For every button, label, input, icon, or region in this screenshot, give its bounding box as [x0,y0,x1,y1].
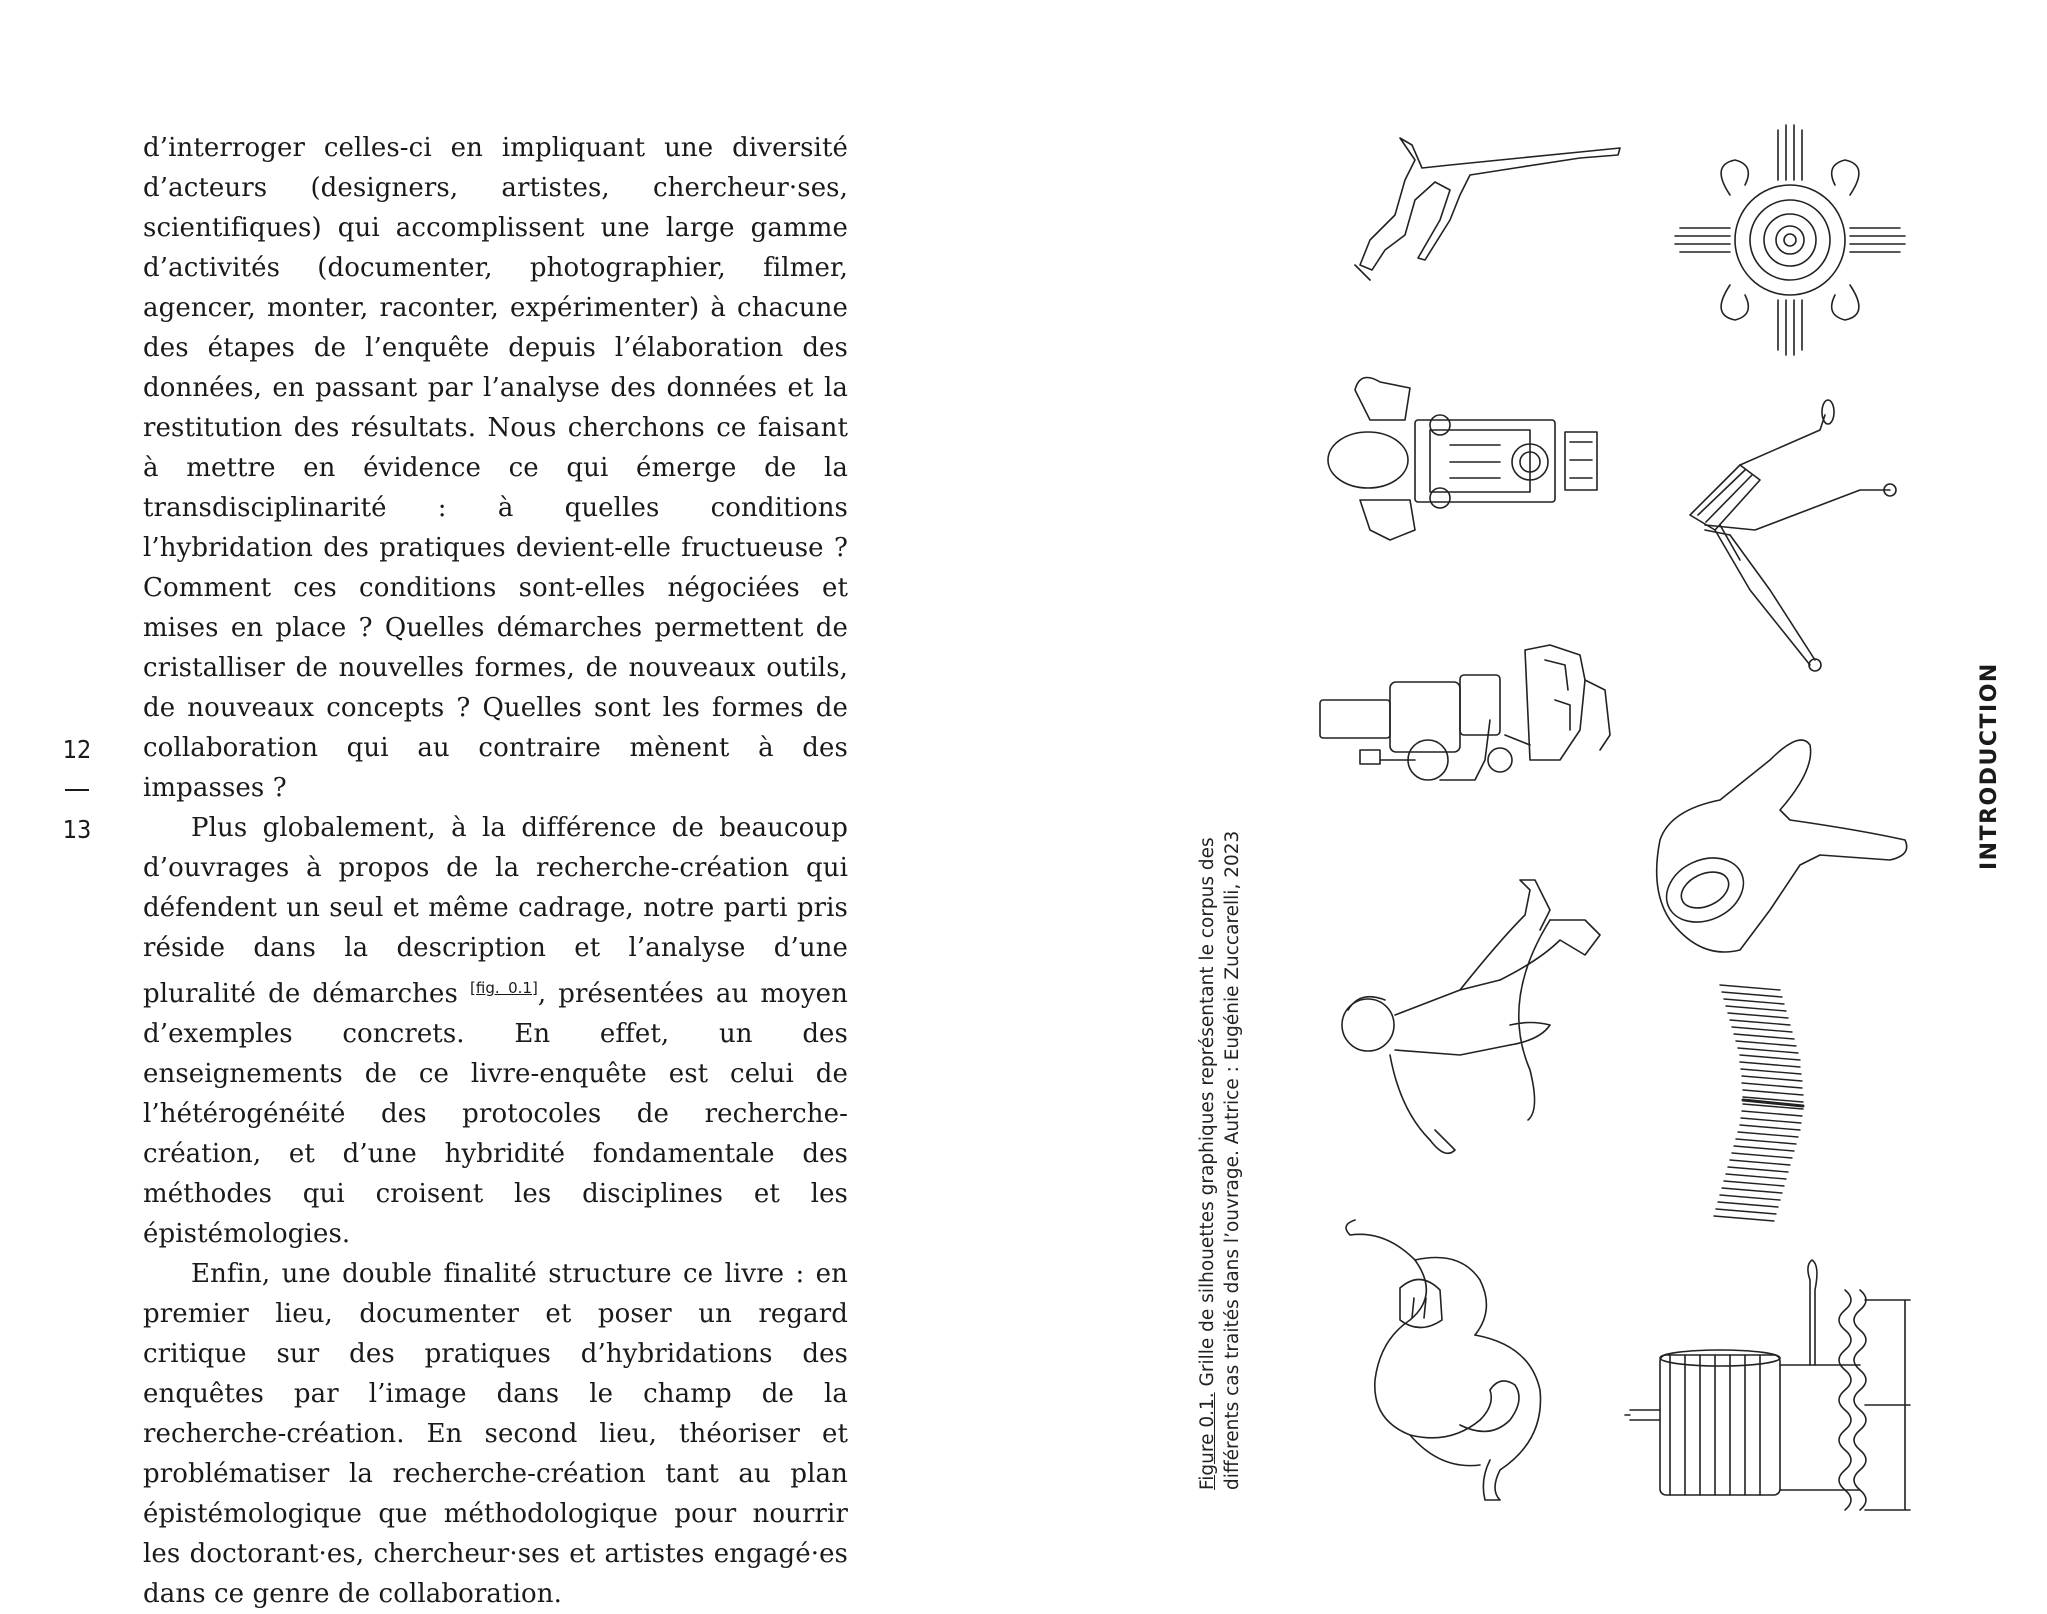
curled-figure-drawing-icon [1346,1220,1541,1500]
figure-label: Figure 0.1. [1197,1392,1218,1490]
folio-dash [65,789,89,791]
page-number-right: 13 [62,815,92,844]
paragraph-2-start: Plus globalement, à la différence de beaucoup d’ouvrages à propos de la recherche-création qui défendent un seul et même cadrage, notre parti pris réside dans la description et l’analyse d’une pluralité de démarches [143,813,848,1009]
branch-drawing-icon [1355,138,1620,280]
figure-caption [1195,790,1245,1490]
solar-panel-tripod-drawing-icon [1690,400,1896,671]
paragraph-2-end: , présentées au moyen d’exemples concrets. En effet, un des enseignements de ce livre-enquête est celui de l’hétérogénéité des protocoles de recherche-création, et d’une hybridité fondamentale des méthodes qui croisent les disciplines et les épistémologies. [143,979,849,1249]
figure-caption-text: Grille de silhouettes graphiques représentant le corpus des différents cas traités dans l’ouvrage. Autrice : Eugénie Zuccarelli, 2023 [1197,830,1243,1490]
silhouette-grid-svg [1300,120,1940,1520]
paragraph-3: Enfin, une double finalité structure ce livre : en premier lieu, documenter et poser un regard critique sur des pratiques d’hybridations des enquêtes par l’image dans le champ de la recherche-création. En second lieu, théoriser et problématiser la recherche-création tant au plan épistémologique que méthodologique pour nourrir les doctorant·es, chercheur·ses et artistes engagé·es dans ce genre de collaboration. [143,1259,848,1609]
sun-symbol-drawing-icon [1675,125,1905,355]
paragraph-1: d’interroger celles-ci en impliquant une diversité d’acteurs (designers, artistes, chercheur·ses, scientifiques) qui accomplissent une large gamme d’activités (documenter, photographier, filmer, agencer, monter, raconter, expérimenter) à chacune des étapes de l’enquête depuis l’élaboration des données, en passant par l’analyse des données et la restitution des résultats. Nous cherchons ce faisant à mettre en évidence ce qui émerge de la transdisciplinarité : à quelles conditions l’hybridation des pratiques devient-elle fructueuse ? Comment ces conditions sont-elles négociées et mises en place ? Quelles démarches permettent de cristalliser de nouvelles formes, de nouveaux outils, de nouveaux concepts ? Quelles sont les formes de collaboration qui au contraire mènent à des impasses ? [143,133,848,803]
paragraph-2 [143,808,848,1254]
coiled-structure-drawing-icon [1625,1260,1910,1510]
body-text [143,128,848,1614]
striped-lines-drawing-icon [1714,985,1803,1221]
running-head: INTRODUCTION [1977,662,2002,870]
camera-operator-drawing-icon [1320,645,1610,780]
dancer-figure-drawing-icon [1342,880,1600,1153]
page-folio [62,730,92,850]
silhouette-grid [1300,120,1940,1520]
figure-reference-link[interactable]: [fig. 0.1] [470,979,538,997]
camera-rig-topview-drawing-icon [1328,378,1597,541]
rock-horn-drawing-icon [1656,740,1907,952]
page-number-left: 12 [62,735,92,764]
